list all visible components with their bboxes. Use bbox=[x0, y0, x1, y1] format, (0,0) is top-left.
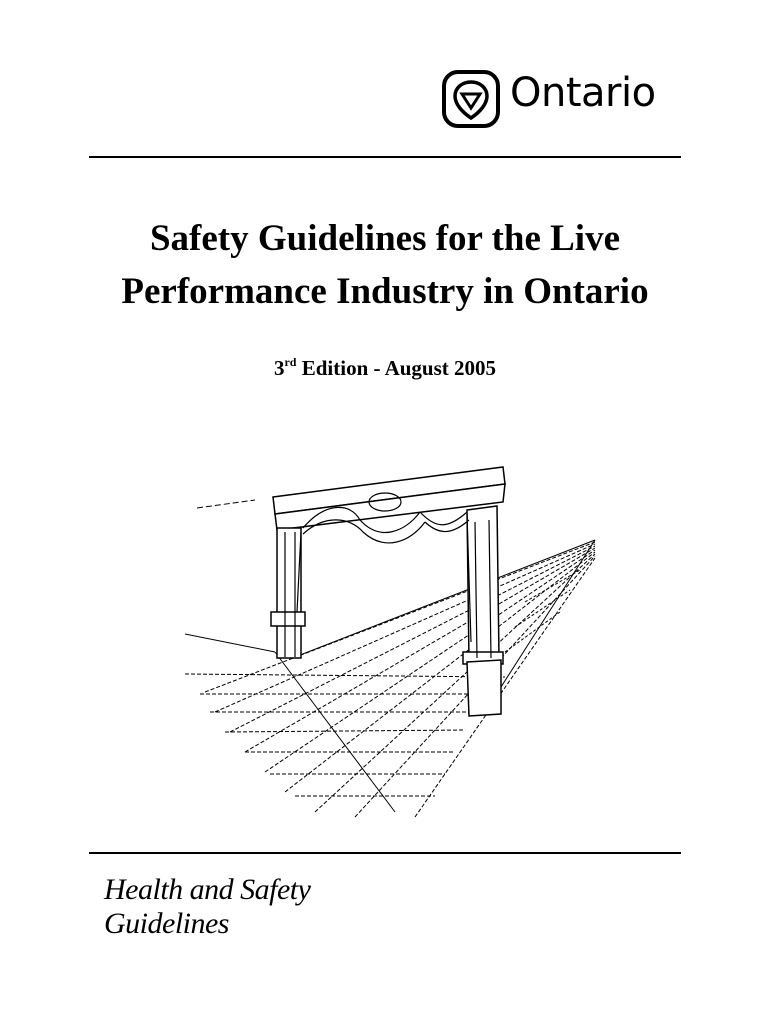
proscenium-arch-stage-illustration bbox=[185, 462, 615, 822]
edition-suffix: rd bbox=[284, 355, 297, 369]
edition-date: Edition - August 2005 bbox=[296, 356, 497, 380]
bottom-divider bbox=[89, 852, 681, 854]
series-line-2: Guidelines bbox=[104, 907, 229, 940]
series-label bbox=[104, 873, 310, 941]
series-line-1: Health and Safety bbox=[104, 873, 311, 906]
top-divider bbox=[89, 156, 681, 158]
ontario-logo bbox=[440, 68, 670, 128]
document-title bbox=[60, 212, 710, 318]
edition-line bbox=[60, 355, 710, 381]
trillium-icon bbox=[440, 68, 502, 130]
edition-number: 3 bbox=[273, 356, 285, 380]
title-line-2: Performance Industry in Ontario bbox=[121, 271, 649, 312]
title-line-1: Safety Guidelines for the Live bbox=[149, 218, 620, 259]
ontario-wordmark: Ontario bbox=[510, 70, 656, 116]
